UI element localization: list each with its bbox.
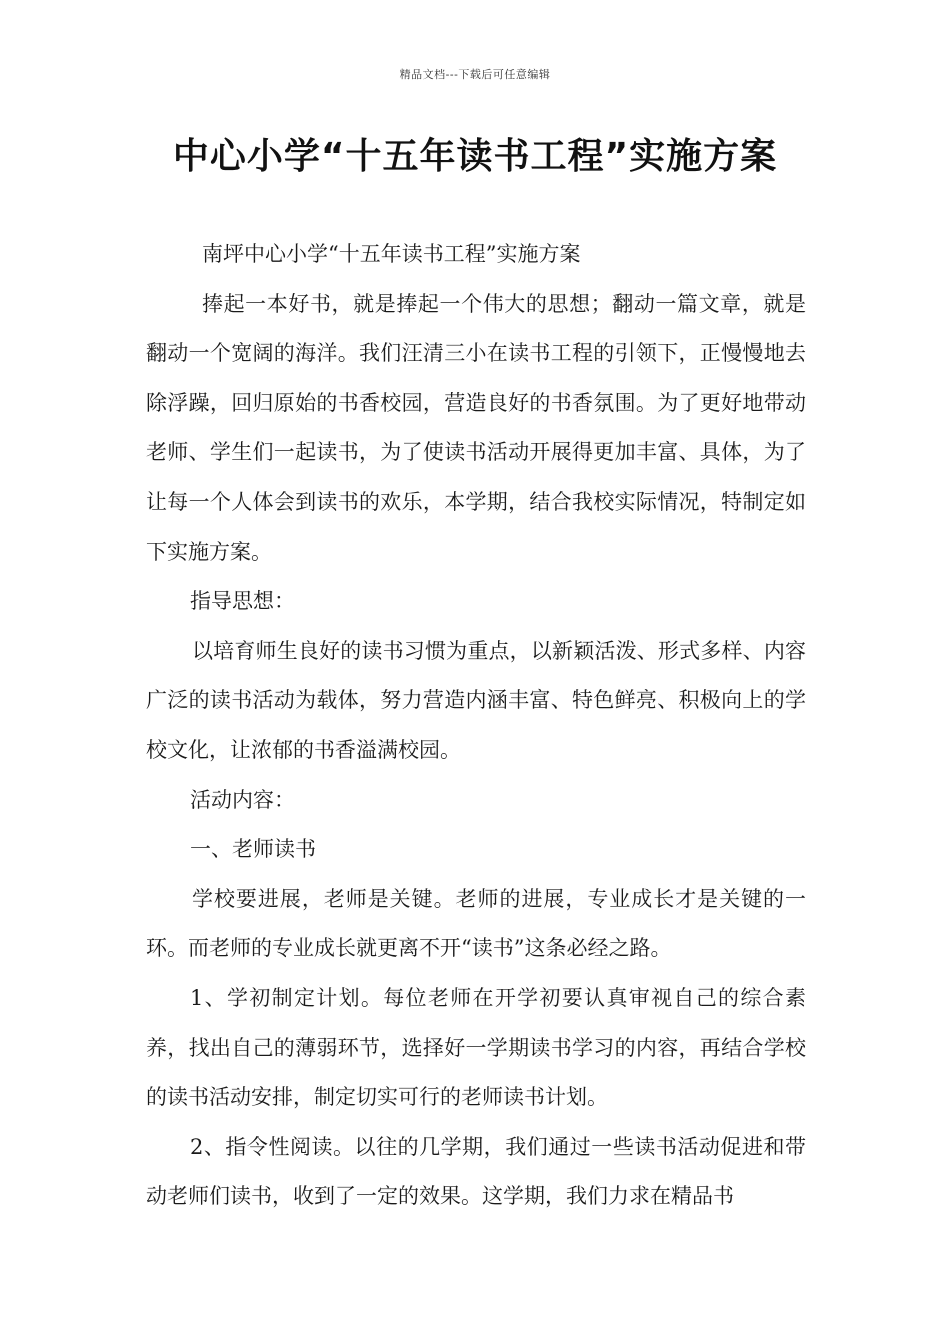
document-body bbox=[146, 230, 806, 1222]
header-note: 精品文档---下载后可任意编辑 bbox=[399, 68, 551, 81]
section-heading-activities: 活动内容： bbox=[190, 787, 295, 812]
list-item-plan: 1、学初制定计划。每位老师在开学初要认真审视自己的综合素养，找出自己的薄弱环节，选择好一学期读书学习的内容，再结合学校的读书活动安排，制定切实可行的老师读书计划。 bbox=[146, 985, 806, 1110]
paragraph-guiding-thought: 以培育师生良好的读书习惯为重点，以新颖活泼、形式多样、内容广泛的读书活动为载体，努力营造内涵丰富、特色鲜亮、积极向上的学校文化，让浓郁的书香溢满校园。 bbox=[146, 638, 806, 762]
list-item-directed-reading: 2、指令性阅读。以往的几学期，我们通过一些读书活动促进和带动老师们读书，收到了一定的效果。这学期，我们力求在精品书 bbox=[146, 1134, 806, 1209]
paragraph-subtitle: 南坪中心小学“十五年读书工程”实施方案 bbox=[202, 242, 581, 266]
paragraph-intro: 捧起一本好书，就是捧起一个伟大的思想；翻动一篇文章，就是翻动一个宽阔的海洋。我们汪清三小在读书工程的引领下，正慢慢地去除浮躁，回归原始的书香校园，营造良好的书香氛围。为了更好地带动老师、学生们一起读书，为了使读书活动开展得更加丰富、具体，为了让每一个人体会到读书的欢乐，本学期，结合我校实际情况，特制定如下实施方案。 bbox=[146, 291, 806, 564]
document-title: 中心小学“十五年读书工程”实施方案 bbox=[172, 136, 778, 177]
paragraph-teacher-reading: 学校要进展，老师是关键。老师的进展，专业成长才是关键的一环。而老师的专业成长就更离不开“读书”这条必经之路。 bbox=[146, 886, 806, 961]
section-heading-guiding-thought: 指导思想： bbox=[190, 589, 295, 614]
section-heading-teacher-reading: 一、老师读书 bbox=[190, 837, 316, 862]
